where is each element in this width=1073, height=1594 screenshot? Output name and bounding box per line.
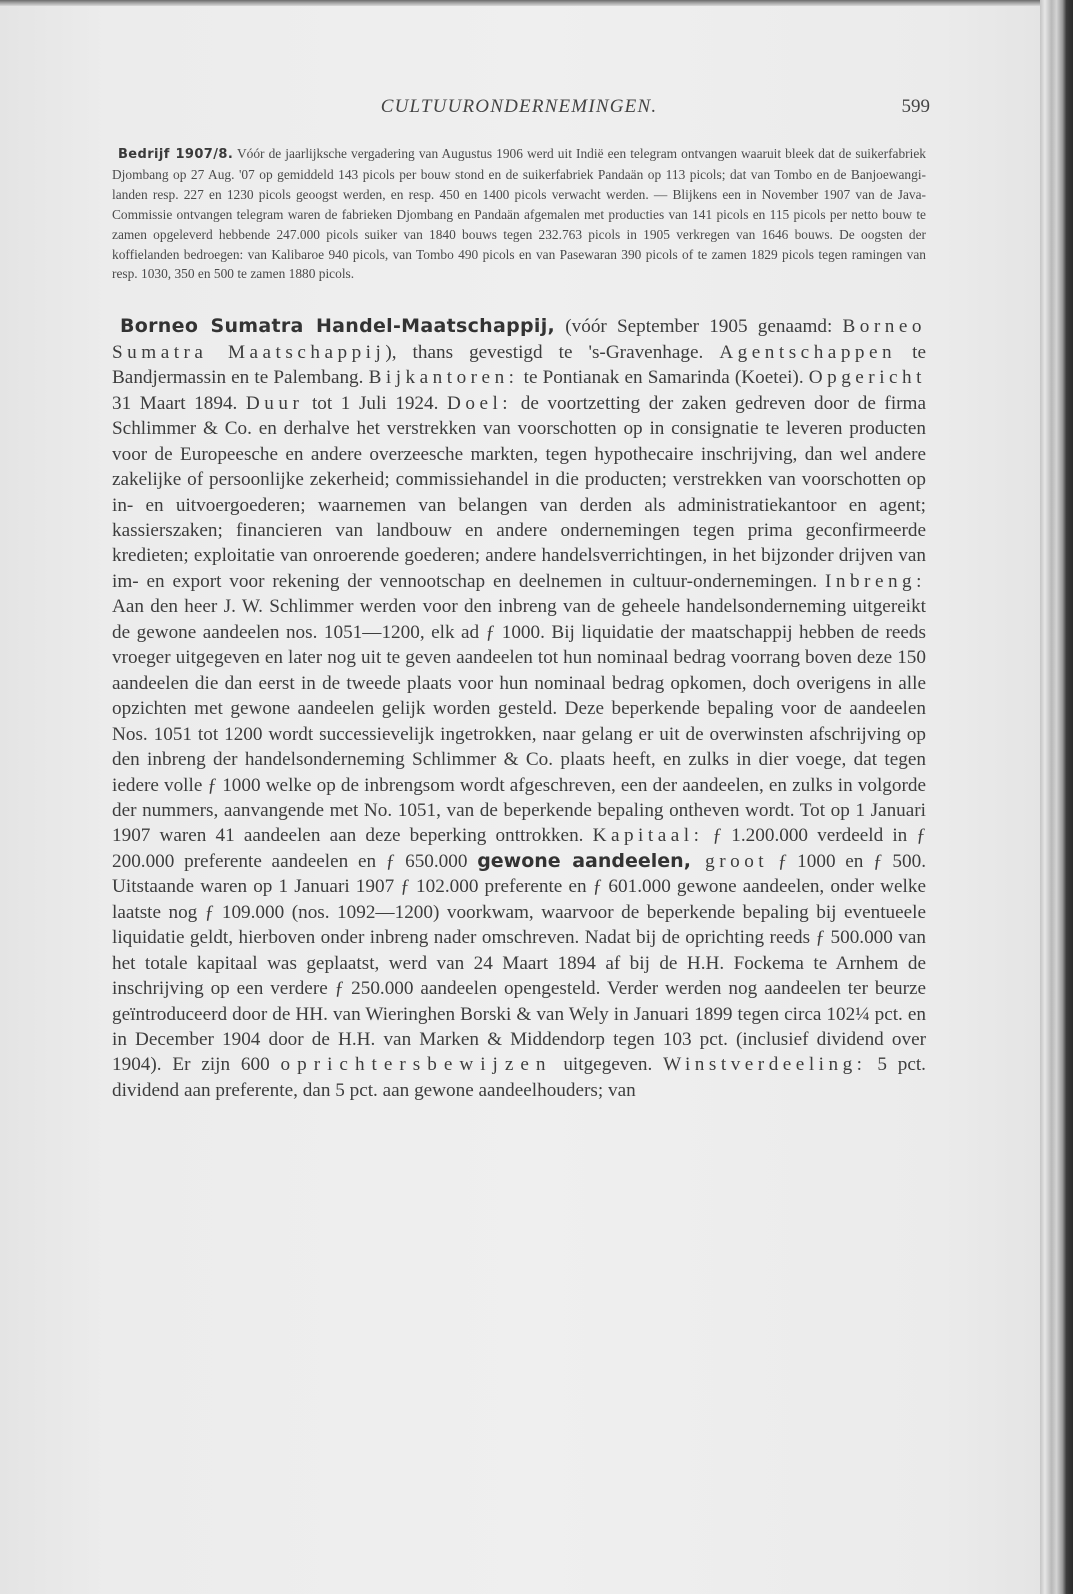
- scan-top-edge: [0, 0, 1040, 6]
- bedrijf-text: Vóór de jaarlijksche vergadering van Augustus 1906 werd uit Indië een telegram ontvangen waaruit bleek dat de suikerfabriek Djombang op 27 Aug. '07 op gemiddeld 143 picols per bouw stond en de suikerfabriek Pandaän op 113 picols; dat van Tombo en de Banjoewangi-landen resp. 227 en 1230 picols geoogst werden, en resp. 450 en 1400 picols verwacht werden. — Blijkens een in November 1907 van de Java-Commissie ontvangen telegram waren de fabrieken Djombang en Pandaän afgemalen met producties van 141 picols en 115 picols per netto bouw te zamen opgeleverd hebbende 247.000 picols suiker van 1840 bouws tegen 232.763 picols in 1905 verkregen van 1646 bouws. De oogsten der koffielanden bedroegen: van Kalibaroe 940 picols, van Tombo 490 picols en van Pasewaran 390 picols of te zamen 1829 picols tegen ramingen van resp. 1030, 350 en 500 te zamen 1880 picols.: [112, 146, 926, 282]
- oprichtersbewijzen-label: oprichtersbewijzen: [280, 1054, 553, 1076]
- bedrijf-paragraph: [112, 144, 926, 284]
- company-entry: [112, 314, 926, 1103]
- entry-text: Aan den heer J. W. Schlimmer werden voor den inbreng van de geheele handelsonderneming uitgereikt de gewone aandeelen nos. 1051—1200, elk ad ƒ 1000. Bij liquidatie der maatschappij hebben de reeds vroeger uitgegeven en later nog uit te geven aandeelen tot hun nominaal bedrag voorrang boven deze 150 aandeelen die dan eerst in de tweede plaats voor hun nominaal bedrag opkomen, doch overigens in alle opzichten met gewone aandeelen gelijk worden gesteld. Deze beperkende bepaling voor de aandeelen Nos. 1051 tot 1200 wordt successievelijk ingetrokken, naar gelang er uit de overwinsten afschrijving op den inbreng der handelsonderneming Schlimmer & Co. plaats heeft, en zulks in dier voege, dat tegen iedere volle ƒ 1000 welke op de inbrengsom wordt afgeschreven, een der aandeelen, en zulks in volgorde der nummers, aanvangende met No. 1051, van de beperkende bepaling ontheven wordt. Tot op 1 Januari 1907 waren 41 aandeelen aan deze beperking onttrokken.: [112, 596, 926, 847]
- entry-text: ƒ 1000 en ƒ 500. Uitstaande waren op 1 Januari 1907 ƒ 102.000 preferente en ƒ 601.000 gewone aandeelen, onder welke laatste nog ƒ 109.000 (nos. 1092—1200) voorkwam, waarvoor de beperkende bepaling bij eventueele liquidatie geldt, hierboven onder inbreng nader omschreven. Nadat bij de oprichting reeds ƒ 500.000 van het totale kapitaal was geplaatst, werd van 24 Maart 1894 af bij de H.H. Fockema te Arnhem de inschrijving op een verdere ƒ 250.000 aandeelen opengesteld. Verder werden nog aandeelen ter beurze geïntroduceerd door de HH. van Wieringhen Borski & van Wely in Januari 1899 tegen circa 102¼ pct. en in December 1904 door de H.H. van Marken & Middendorp tegen 103 pct. (inclusief dividend over 1904). Er zijn 600: [112, 850, 926, 1076]
- book-page: [112, 96, 930, 1123]
- entry-text: te Bandjermassin en te Palembang.: [112, 341, 926, 389]
- entry-text: ), thans gevestigd te 's-Gravenhage.: [385, 341, 720, 363]
- groot-label: groot: [690, 850, 769, 872]
- page-number: 599: [901, 96, 930, 117]
- winstverdeeling-label: Winstverdeeling:: [663, 1054, 867, 1076]
- running-title: CULTUURONDERNEMINGEN.: [380, 96, 658, 117]
- former-name: Borneo Sumatra Maatschappij: [112, 316, 926, 363]
- company-name: Borneo Sumatra Handel-Maatschappij,: [120, 315, 556, 338]
- gewone-aandeelen-bold: gewone aandeelen,: [477, 849, 691, 872]
- doel-label: Doel:: [447, 392, 513, 414]
- book-spine-edge: [1040, 0, 1073, 1594]
- opgericht-label: Opgericht: [808, 367, 926, 389]
- entry-text: te Pontianak en Samarinda (Koetei).: [518, 367, 809, 389]
- entry-text: uitgegeven.: [552, 1054, 664, 1076]
- bedrijf-lead: Bedrijf 1907/8.: [118, 147, 234, 162]
- entry-text: tot 1 Juli 1924.: [303, 392, 447, 414]
- agentschappen-label: Agentschappen: [719, 341, 897, 363]
- running-header: [112, 96, 930, 126]
- entry-text: 31 Maart 1894.: [112, 392, 246, 414]
- entry-text: 5 pct. dividend aan preferente, dan 5 pct. aan gewone aandeelhouders; van: [112, 1054, 926, 1101]
- entry-text: (vóór September 1905 genaamd:: [555, 316, 843, 338]
- kapitaal-label: Kapitaal:: [592, 825, 704, 847]
- duur-label: Duur: [245, 392, 304, 414]
- entry-text: de voortzetting der zaken gedreven door de firma Schlimmer & Co. en derhalve het verstrekken van voorschotten op in consignatie te leveren producten voor de Europeesche en andere overzeesche markten, tegen hypothecaire inschrijving, dan wel andere zakelijke of persoonlijke zekerheid; commissiehandel in die producten; verstrekken van voorschotten op in- en uitvoergoederen; waarnemen van belangen van derden als administratiekantoor en agent; kassierszaken; financieren van landbouw en andere ondernemingen tegen prima geconfirmeerde kredieten; exploitatie van onroerende goederen; andere handelsverrichtingen, in het bijzonder drijven van im- en export voor rekening der vennootschap en deelnemen in cultuur-ondernemingen.: [112, 392, 926, 592]
- inbreng-label: Inbreng:: [824, 570, 926, 592]
- bijkantoren-label: Bijkantoren:: [368, 367, 519, 389]
- entry-text: ƒ 1.200.000 verdeeld in ƒ 200.000 preferente aandeelen en ƒ 650.000: [112, 825, 926, 872]
